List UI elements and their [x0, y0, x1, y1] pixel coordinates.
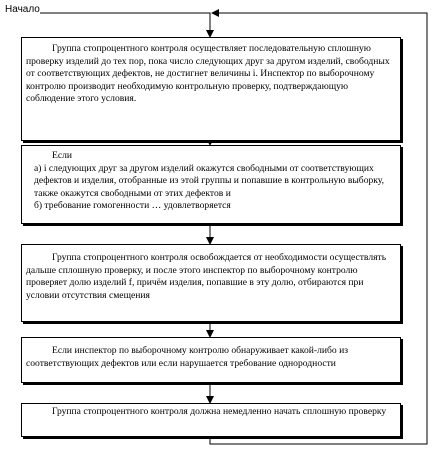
- flow-block-4-text: Если инспектор по выборочному контролю обнаруживает какой-либо из соответствующих дефектов или если нарушается требование однородности: [26, 345, 349, 369]
- flow-block-3-text: Группа стопроцентного контроля освобождается от необходимости осуществлять дальше сплошную проверку, и после этого инспектор по выборочному контролю проверяет долю изделий f, причём изделия, попавшие в эту долю, отбираются при условии отсутствия смещения: [26, 252, 387, 301]
- flow-block-5-text: Группа стопроцентного контроля должна немедленно начать сплошную проверку: [52, 406, 387, 417]
- flow-block-2-item-b: б) требование гомогенности … удовлетворяется: [34, 200, 231, 211]
- start-connector: [40, 13, 210, 37]
- flow-block-2-item-a: а) i следующих друг за другом изделий окажутся свободными от соответствующих дефектов и изделия, отобранные из этой группы и попавшие в контрольную выборку, также окажутся свободными от этих дефектов и: [34, 162, 385, 199]
- flow-block-4: [21, 337, 401, 383]
- flow-block-1-text: Группа стопроцентного контроля осуществляет последовательную сплошную проверку изделий до тех пор, пока число следующих друг за другом изделий, свободных от соответствующих дефектов, не достигнет величины i. Инспектор по выборочному контролю производит необходимую контрольную проверку, подтверждающую соблюдение этого условия.: [26, 43, 390, 104]
- flow-block-5: [21, 403, 401, 437]
- flow-block-3: [21, 244, 401, 322]
- flow-block-1: [21, 37, 401, 141]
- flow-block-2-heading: Если: [52, 150, 73, 161]
- start-label: Начало: [5, 4, 40, 15]
- flow-block-2: [21, 145, 401, 224]
